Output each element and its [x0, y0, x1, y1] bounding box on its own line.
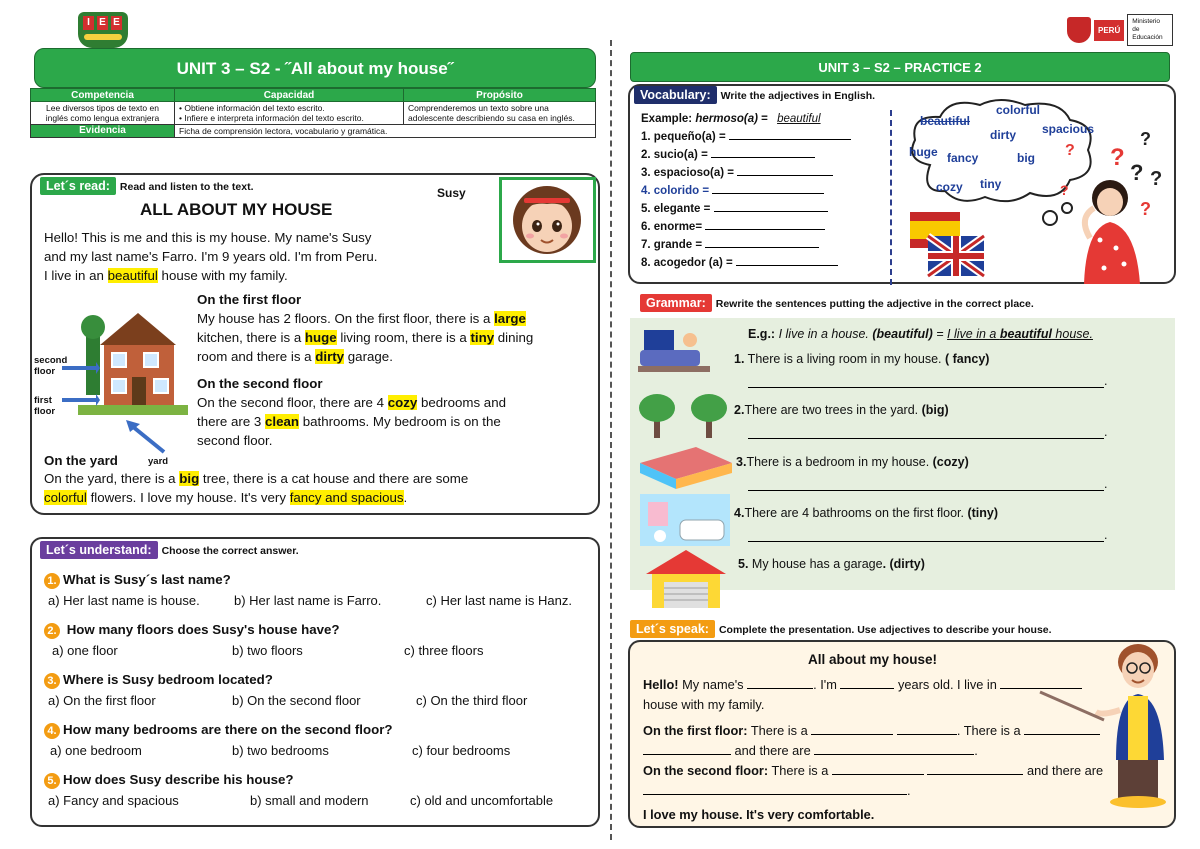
question-item — [44, 722, 594, 772]
question-number-icon: 5. — [44, 773, 60, 789]
answer-option-c[interactable]: c) Her last name is Hanz. — [426, 593, 572, 608]
answer-option-b[interactable]: b) two floors — [232, 643, 303, 658]
vocab-answer-blank[interactable] — [714, 200, 828, 212]
question-item — [44, 772, 594, 822]
grammar-answer-blank[interactable] — [748, 376, 1104, 388]
lee-logo-letter: I — [83, 16, 94, 30]
page-divider — [610, 40, 612, 840]
answer-option-c[interactable]: c) On the third floor — [416, 693, 528, 708]
trees-icon — [636, 390, 732, 440]
second-floor-title: On the second floor — [197, 376, 323, 391]
first-floor-label: first floor — [34, 395, 56, 417]
answer-option-a[interactable]: a) Her last name is house. — [48, 593, 200, 608]
vocab-answer-blank[interactable] — [712, 182, 824, 194]
answer-option-b[interactable]: b) On the second floor — [232, 693, 361, 708]
vocab-example-answer: beautiful — [777, 113, 821, 125]
speak-heading: All about my house! — [808, 652, 938, 667]
vocab-answer-blank[interactable] — [705, 236, 819, 248]
cloud-word: huge — [909, 145, 938, 159]
table-header: Competencia — [31, 89, 175, 102]
highlighted-adjective: colorful — [44, 490, 87, 505]
question-text: How does Susy describe his house? — [63, 772, 294, 787]
vocab-item: 1. pequeño(a) = — [641, 128, 891, 146]
highlighted-adjective: tiny — [470, 330, 495, 345]
answer-option-c[interactable]: c) three floors — [404, 643, 484, 658]
answer-option-b[interactable]: b) two bedrooms — [232, 743, 329, 758]
grammar-item: 1. There is a living room in my house. ( fancy) . — [734, 352, 1108, 388]
svg-text:?: ? — [1110, 144, 1125, 171]
vocab-answer-blank[interactable] — [736, 254, 838, 266]
second-floor-label: second floor — [34, 355, 68, 377]
svg-text:?: ? — [1140, 129, 1151, 149]
read-line: Hello! This is me and this is my house. My name's Susy — [44, 230, 372, 245]
question-list — [44, 572, 594, 822]
grammar-answer-blank[interactable] — [748, 427, 1104, 439]
read-tag: Let´s read: — [40, 177, 116, 195]
answer-option-b[interactable]: b) small and modern — [250, 793, 369, 808]
question-text: How many floors does Susy's house have? — [63, 622, 340, 637]
evidencia-value: Ficha de comprensión lectora, vocabulario y gramática. — [175, 125, 596, 138]
minedu-ministerio-label: Ministerio de Educación — [1127, 14, 1173, 46]
answer-option-b[interactable]: b) Her last name is Farro. — [234, 593, 382, 608]
vocab-answer-blank[interactable] — [711, 146, 815, 158]
vocab-item: 6. enorme= — [641, 218, 891, 236]
answer-option-a[interactable]: a) one bedroom — [50, 743, 142, 758]
bedroom-icon — [636, 443, 736, 491]
speak-blank[interactable] — [643, 743, 731, 755]
vocab-item: 8. acogedor (a) = — [641, 254, 891, 272]
read-instruction: Read and listen to the text. — [119, 181, 254, 193]
lee-logo-letter: E — [111, 16, 122, 30]
capacidad-item: • Obtiene información del texto escrito. — [179, 103, 399, 113]
yard-label: yard — [148, 456, 169, 467]
answer-option-a[interactable]: a) one floor — [52, 643, 118, 658]
highlighted-adjective: cozy — [387, 395, 418, 410]
svg-text:?: ? — [1060, 182, 1069, 198]
answer-option-c[interactable]: c) four bedrooms — [412, 743, 511, 758]
evidencia-label: Evidencia — [31, 125, 175, 138]
cloud-word: big — [1017, 151, 1035, 165]
answer-option-a[interactable]: a) On the first floor — [48, 693, 156, 708]
grammar-answer-blank[interactable] — [748, 530, 1104, 542]
question-number-icon: 1. — [44, 573, 60, 589]
read-header — [40, 177, 254, 195]
cloud-word: fancy — [947, 151, 979, 165]
answer-option-c[interactable]: c) old and uncomfortable — [410, 793, 554, 808]
grammar-example: E.g.: I live in a house. (beautiful) = I live in a beautiful house. — [748, 327, 1093, 341]
grammar-item: 4.There are 4 bathrooms on the first floor. (tiny) . — [734, 506, 1108, 542]
grammar-item: 5. My house has a garage. (dirty) — [738, 557, 925, 571]
vocab-answer-blank[interactable] — [737, 164, 833, 176]
capacidad-item: • Infiere e interpreta información del texto escrito. — [179, 113, 399, 123]
garage-icon — [646, 550, 726, 610]
speak-tag: Let´s speak: — [630, 620, 715, 638]
cloud-word: dirty — [990, 128, 1017, 142]
question-item — [44, 622, 594, 672]
speak-blank[interactable] — [811, 723, 893, 735]
speak-blank[interactable] — [814, 743, 974, 755]
susy-portrait — [499, 177, 596, 263]
svg-text:?: ? — [1065, 142, 1075, 159]
highlighted-adjective: beautiful — [107, 268, 158, 283]
speak-blank[interactable] — [927, 763, 1023, 775]
question-text: Where is Susy bedroom located? — [63, 672, 273, 687]
svg-text:?: ? — [1150, 168, 1163, 190]
read-line: and my last name's Farro. I'm 9 years old. I'm from Peru. — [44, 249, 378, 264]
read-line: I live in an beautiful house with my family. — [44, 268, 288, 283]
competencia-cell: Lee diversos tipos de texto en inglés como lengua extranjera — [31, 102, 175, 125]
capacidad-cell — [175, 102, 404, 125]
vocab-item: 7. grande = — [641, 236, 891, 254]
speak-blank[interactable] — [897, 723, 957, 735]
peru-shield-icon — [1067, 17, 1091, 43]
highlighted-adjective: fancy and spacious — [289, 490, 404, 505]
grammar-header — [640, 294, 1034, 312]
cloud-word: spacious — [1042, 122, 1095, 136]
grammar-tag: Grammar: — [640, 294, 712, 312]
minedu-peru-label: PERÚ — [1094, 20, 1124, 41]
highlighted-adjective: dirty — [315, 349, 345, 364]
lee-logo-letter: E — [97, 16, 108, 30]
spain-uk-flags-icon — [910, 212, 990, 284]
thinking-girl-icon — [1064, 178, 1164, 284]
understand-tag: Let´s understand: — [40, 541, 158, 559]
question-number-icon: 3. — [44, 673, 60, 689]
read-heading: ALL ABOUT MY HOUSE — [140, 200, 333, 219]
read-intro — [44, 228, 494, 285]
question-text: What is Susy´s last name? — [63, 572, 231, 587]
question-number-icon: 4. — [44, 723, 60, 739]
susy-face-icon — [502, 180, 593, 260]
understand-instruction: Choose the correct answer. — [161, 545, 299, 557]
vocab-example: Example: hermoso(a) = beautiful — [641, 110, 891, 128]
age-blank[interactable] — [840, 677, 894, 689]
adjective-blank[interactable] — [1000, 677, 1082, 689]
cloud-word: cozy — [936, 180, 963, 194]
vocab-item: 5. elegante = — [641, 200, 891, 218]
svg-text:?: ? — [1130, 160, 1144, 185]
table-header: Capacidad — [175, 89, 404, 102]
grammar-item: 2.There are two trees in the yard. (big) . — [734, 403, 1108, 439]
highlighted-adjective: large — [494, 311, 526, 326]
table-header: Propósito — [404, 89, 596, 102]
question-item — [44, 672, 594, 722]
lee-logo — [78, 12, 128, 48]
vocab-item: 2. sucio(a) = — [641, 146, 891, 164]
question-number-icon: 2. — [44, 623, 60, 639]
speak-instruction: Complete the presentation. Use adjectives to describe your house. — [718, 624, 1052, 636]
susy-label: Susy — [437, 186, 466, 200]
bathroom-icon — [640, 494, 730, 546]
vocab-tag: Vocabulary: — [634, 86, 717, 104]
speak-header — [630, 620, 1052, 638]
first-floor-paragraph: On the first floor My house has 2 floors. On the first floor, there is a large kitchen, there is a huge living room, there is a tiny dining room and there is a dirty garage. — [197, 290, 587, 366]
cloud-word: beautiful — [920, 114, 970, 128]
highlighted-adjective: clean — [265, 414, 300, 429]
right-title: UNIT 3 – S2 – PRACTICE 2 — [630, 52, 1170, 82]
first-floor-title: On the first floor — [197, 292, 302, 307]
question-text: How many bedrooms are there on the second floor? — [63, 722, 393, 737]
grammar-instruction: Rewrite the sentences putting the adjective in the correct place. — [715, 298, 1034, 310]
vocab-instruction: Write the adjectives in English. — [720, 90, 876, 102]
vocab-separator — [890, 110, 892, 285]
cloud-word: tiny — [980, 177, 1002, 191]
highlighted-adjective: huge — [304, 330, 337, 345]
speak-blank[interactable] — [1024, 723, 1100, 735]
question-item — [44, 572, 594, 622]
vocab-header — [634, 86, 875, 104]
name-blank[interactable] — [747, 677, 813, 689]
grammar-answer-blank[interactable] — [748, 479, 1104, 491]
vocab-item: 3. espacioso(a) = — [641, 164, 891, 182]
grammar-item: 3.There is a bedroom in my house. (cozy) . — [736, 455, 1108, 491]
competencia-table — [30, 88, 596, 138]
vocab-answer-blank[interactable] — [705, 218, 825, 230]
minedu-logo — [1067, 14, 1173, 46]
speak-closing: I love my house. It's very comfortable. — [643, 807, 875, 822]
vocab-list — [641, 110, 891, 272]
proposito-cell: Comprenderemos un texto sobre una adolescente describiendo su casa en inglés. — [404, 102, 596, 125]
answer-option-a[interactable]: a) Fancy and spacious — [48, 793, 179, 808]
second-floor-paragraph: On the second floor On the second floor, there are 4 cozy bedrooms and there are 3 clean bathrooms. My bedroom is on the second floor. — [197, 374, 587, 450]
speak-presentation: Hello! My name's . I'm years old. I live in house with my family. On the first floor: There is a . There is a and there are . On the second floor: There is a and there are . I love my house. It's very comfortable. — [643, 675, 1133, 825]
highlighted-adjective: big — [179, 471, 200, 486]
yard-paragraph: On the yard, there is a big tree, there is a cat house and there are some colorful flowers. I love my house. It's very fancy and spacious. — [44, 471, 469, 505]
living-room-icon — [636, 324, 712, 376]
yard-arrow — [124, 418, 170, 456]
speak-blank[interactable] — [643, 783, 907, 795]
left-title: UNIT 3 – S2 - ˝All about my house˝ — [34, 48, 596, 88]
svg-text:?: ? — [1140, 199, 1151, 219]
understand-header — [40, 541, 299, 559]
vocab-item: 4. colorido = — [641, 182, 891, 200]
speak-blank[interactable] — [832, 763, 924, 775]
vocab-answer-blank[interactable] — [729, 128, 851, 140]
cloud-word: colorful — [996, 103, 1040, 117]
yard-title: On the yard — [44, 453, 118, 468]
